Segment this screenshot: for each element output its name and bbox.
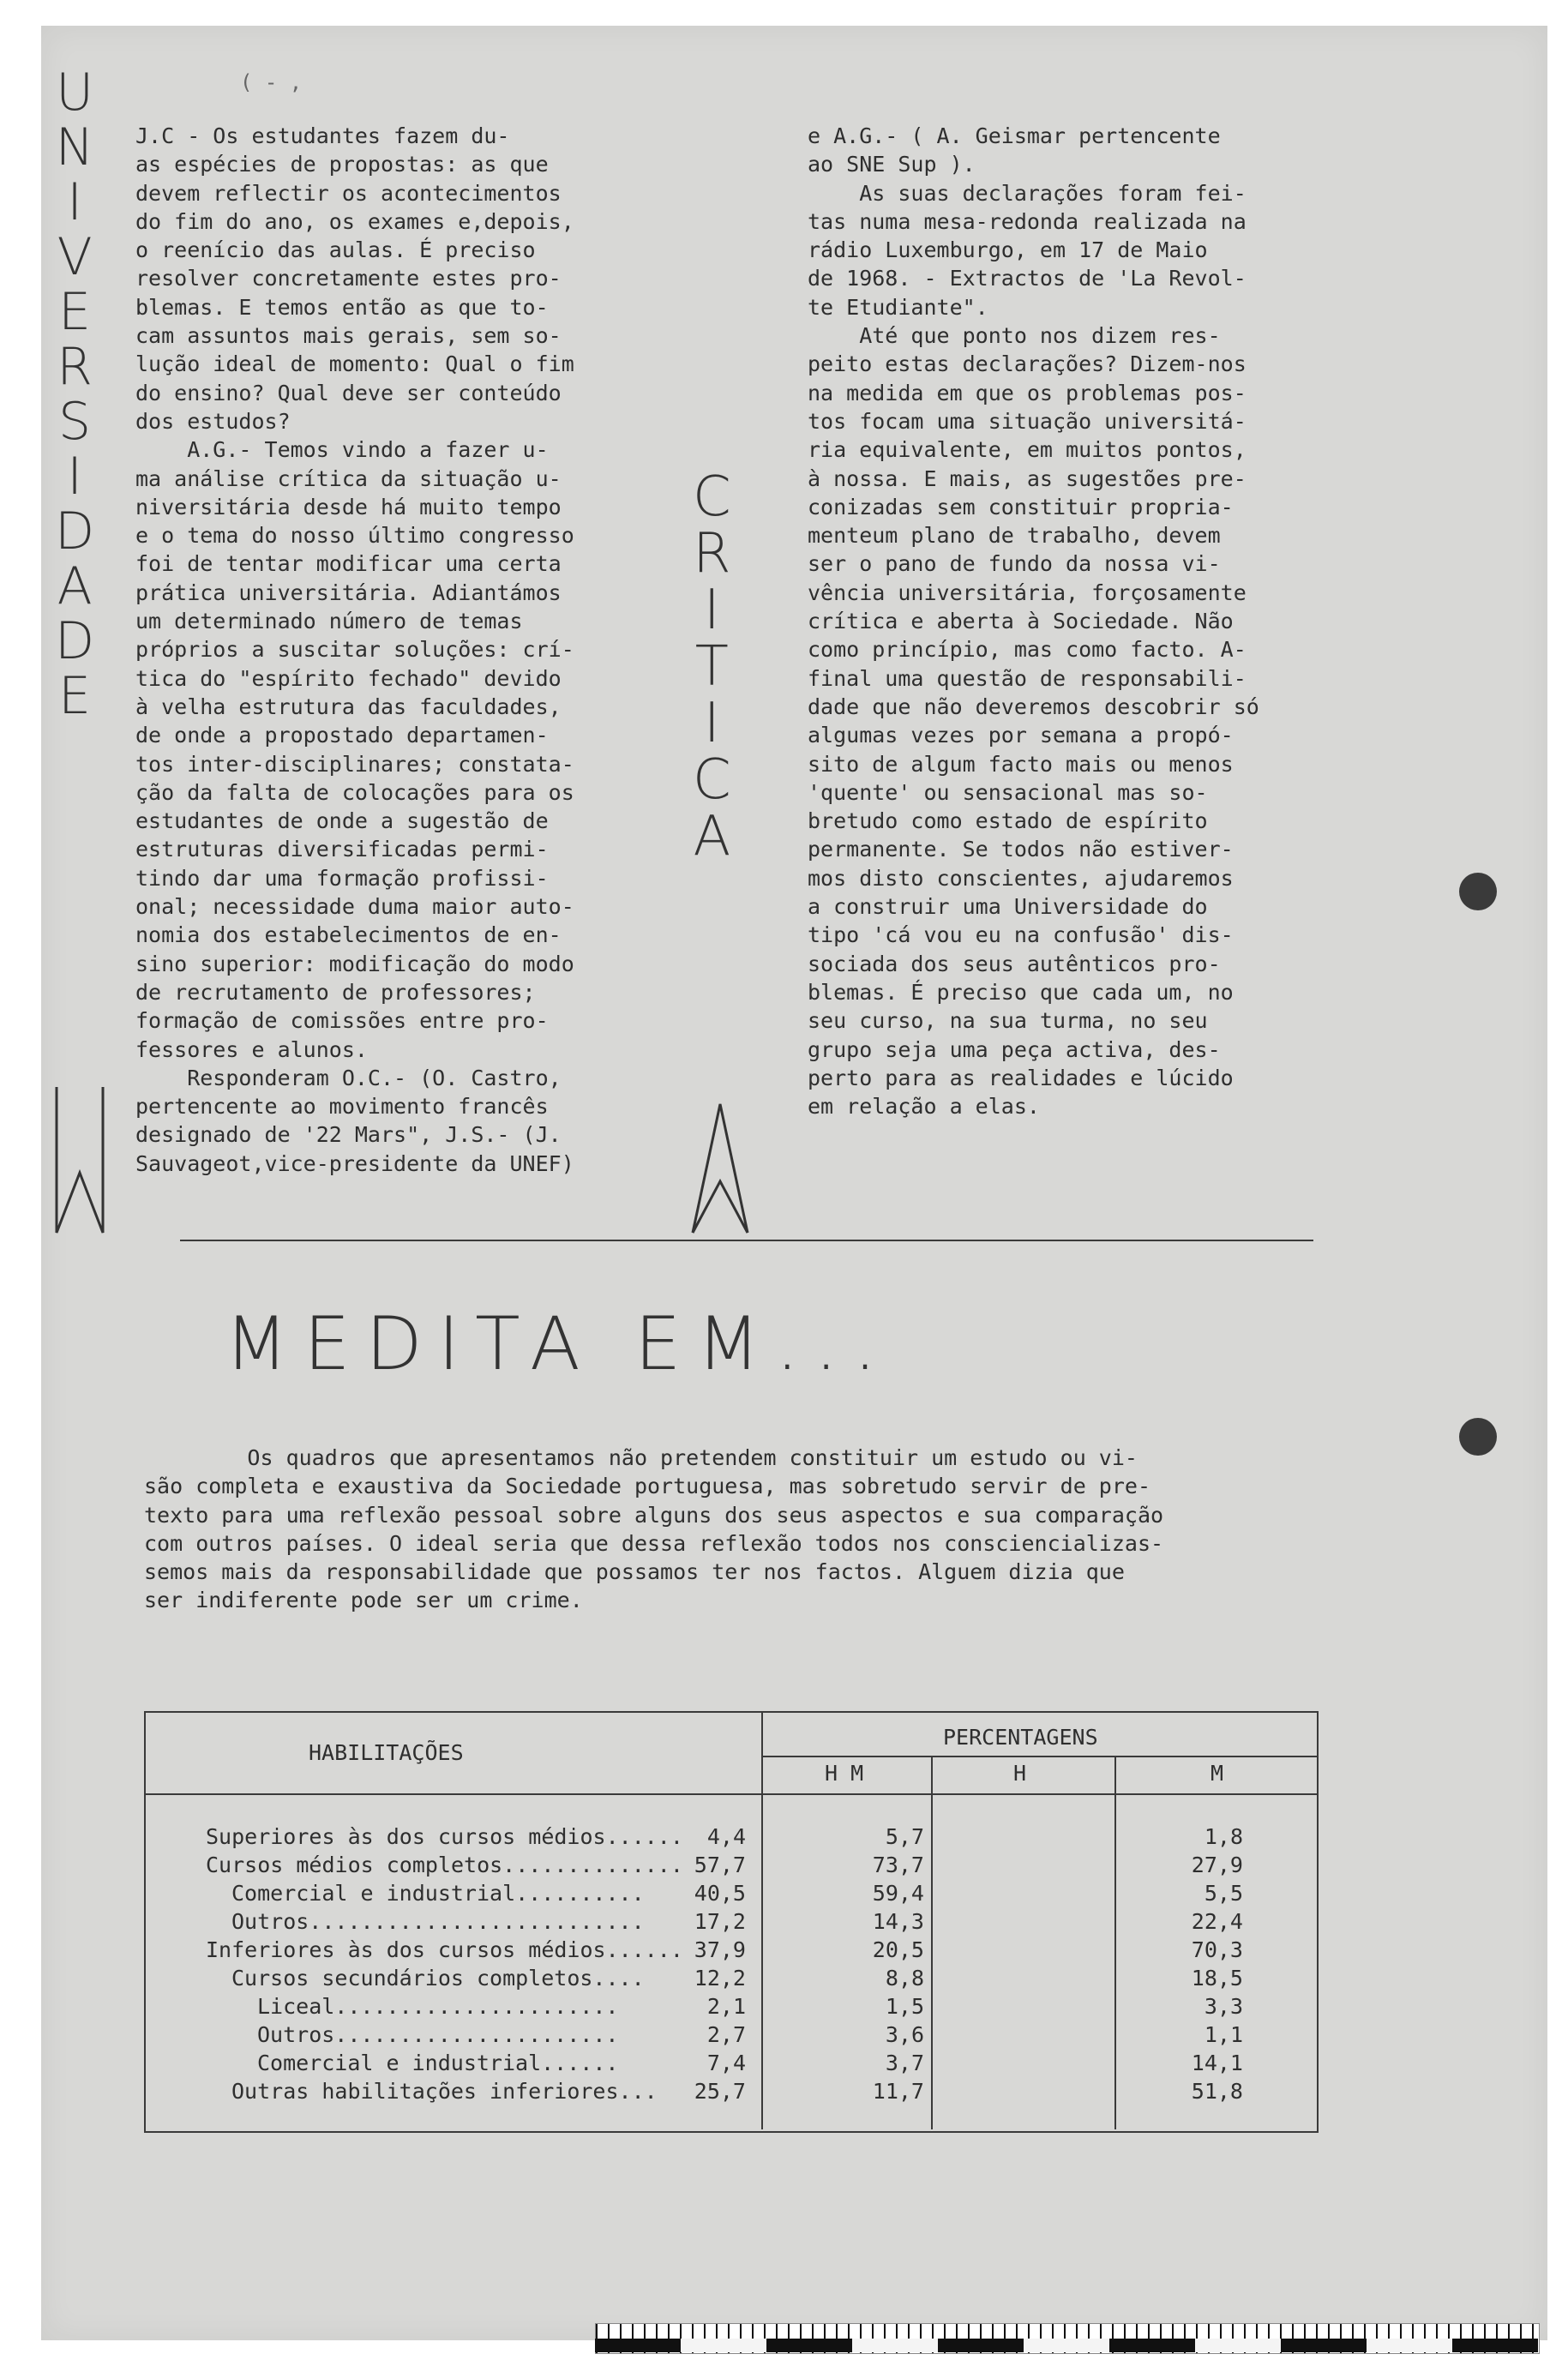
table-header-group: PERCENTAGENS — [943, 1725, 1098, 1750]
vertical-title-critica — [693, 465, 731, 868]
text-line: A.G.- Temos vindo a fazer u- — [135, 437, 549, 463]
text-line: 'quente' ou sensacional mas so- — [808, 779, 1208, 805]
ruler-segment — [938, 2339, 1024, 2352]
table-cell-hm: 2,1 — [706, 1994, 746, 2019]
table-row-label: Comercial e industrial...... — [257, 2051, 619, 2075]
text-line: pertencente ao movimento francês — [135, 1094, 549, 1120]
text-line: ria equivalente, em muitos pontos, — [808, 437, 1247, 463]
text-line: sociada dos seus autênticos pro- — [808, 951, 1221, 976]
text-line: do fim do ano, os exames e,depois, — [135, 208, 574, 234]
vertical-letter: D — [55, 611, 95, 671]
text-line: nomia dos estabelecimentos de en- — [135, 922, 562, 948]
text-line: cam assuntos mais gerais, sem so- — [135, 323, 562, 349]
vertical-letter: C — [693, 748, 731, 812]
vertical-letter: I — [67, 447, 82, 507]
table-cell-hm: 40,5 — [694, 1881, 746, 1906]
table-cell-m: 18,5 — [1191, 1966, 1243, 1991]
text-line: dos estudos? — [135, 408, 291, 434]
arrow-down-icon — [50, 1087, 110, 1241]
ruler-segment — [1452, 2339, 1538, 2352]
text-line: prática universitária. Adiantámos — [135, 579, 562, 605]
text-line: formação de comissões entre pro- — [135, 1008, 549, 1034]
text-line: perto para as realidades e lúcido — [808, 1065, 1234, 1090]
table-cell-m: 1,8 — [1204, 1824, 1243, 1849]
table-row-label: Comercial e industrial.......... — [231, 1881, 645, 1906]
table-row-label: Superiores às dos cursos médios...... — [206, 1824, 683, 1849]
column-header-h: H — [1013, 1761, 1027, 1786]
text-line: J.C - Os estudantes fazem du- — [135, 123, 510, 148]
text-line: estudantes de onde a sugestão de — [135, 808, 549, 834]
ruler-segment — [766, 2339, 852, 2352]
column-header-hm: H M — [825, 1761, 864, 1786]
table-cell-h: 3,6 — [885, 2022, 924, 2047]
vertical-letter: R — [693, 522, 731, 585]
table-cell-h: 1,5 — [885, 1994, 924, 2019]
text-line: onal; necessidade duma maior auto- — [135, 894, 574, 920]
table-cell-m: 27,9 — [1191, 1853, 1243, 1877]
text-line: e A.G.- ( A. Geismar pertencente — [808, 123, 1221, 148]
article-column-right — [808, 122, 1259, 1120]
vertical-title-universidade — [55, 63, 95, 726]
ruler-segment — [1281, 2339, 1367, 2352]
text-line: e o tema do nosso último congresso — [135, 523, 574, 549]
text-line: As suas declarações foram fei- — [808, 180, 1247, 206]
vertical-letter: I — [703, 692, 720, 755]
text-line: ção da falta de colocações para os — [135, 779, 574, 805]
vertical-letter: A — [57, 556, 93, 616]
text-line: Responderam O.C.- (O. Castro, — [135, 1065, 562, 1090]
table-row-label: Cursos secundários completos.... — [231, 1966, 645, 1991]
table-cell-m: 22,4 — [1191, 1909, 1243, 1934]
scale-ruler-base — [595, 2339, 1538, 2352]
text-line: blemas. E temos então as que to- — [135, 294, 549, 320]
table-divider — [1114, 1757, 1116, 2129]
text-line: um determinado número de temas — [135, 609, 523, 634]
text-line: tas numa mesa-redonda realizada na — [808, 208, 1247, 234]
text-line: tos inter-disciplinares; constata- — [135, 751, 574, 777]
column-header-m: M — [1211, 1761, 1224, 1786]
text-line: tica do "espírito fechado" devido — [135, 665, 562, 691]
table-cell-m: 3,3 — [1204, 1994, 1243, 2019]
table-cell-hm: 12,2 — [694, 1966, 746, 1991]
section-heading: MEDITA EM... — [225, 1301, 892, 1387]
text-line: bretudo como estado de espírito — [808, 808, 1208, 834]
text-line: são completa e exaustiva da Sociedade portuguesa, mas sobretudo servir de pre- — [144, 1474, 1150, 1499]
table-row-label: Cursos médios completos.............. — [206, 1853, 683, 1877]
text-line: o reenício das aulas. É preciso — [135, 237, 536, 263]
table-header-label: HABILITAÇÕES — [309, 1740, 464, 1765]
text-line: crítica e aberta à Sociedade. Não — [808, 609, 1234, 634]
text-line: ser indiferente pode ser um crime. — [144, 1588, 583, 1613]
text-line: designado de '22 Mars", J.S.- (J. — [135, 1122, 562, 1148]
vertical-letter: S — [58, 392, 92, 452]
vertical-letter: R — [57, 337, 93, 397]
vertical-letter: N — [55, 117, 94, 177]
vertical-letter: D — [55, 501, 95, 561]
vertical-letter: I — [703, 579, 720, 642]
text-line: à nossa. E mais, as sugestões pre- — [808, 465, 1247, 491]
text-line: algumas vezes por semana a propó- — [808, 723, 1234, 748]
text-line: conizadas sem constituir propria- — [808, 494, 1234, 519]
table-row-label: Outros.......................... — [231, 1909, 645, 1934]
text-line: mos disto conscientes, ajudaremos — [808, 865, 1234, 891]
table-cell-m: 14,1 — [1191, 2051, 1243, 2075]
table-cell-m: 5,5 — [1204, 1881, 1243, 1906]
table-row-label: Liceal...................... — [257, 1994, 619, 2019]
table-cell-h: 5,7 — [885, 1824, 924, 1849]
text-line: de onde a propostado departamen- — [135, 723, 549, 748]
vertical-letter: T — [694, 635, 729, 699]
table-cell-h: 73,7 — [872, 1853, 924, 1877]
vertical-letter: V — [57, 227, 93, 287]
text-line: Os quadros que apresentamos não pretendem constituir um estudo ou vi- — [144, 1445, 1138, 1470]
text-line: próprios a suscitar soluções: crí- — [135, 637, 574, 663]
text-line: foi de tentar modificar uma certa — [135, 551, 562, 577]
vertical-letter: C — [693, 465, 731, 529]
text-line: de 1968. - Extractos de 'La Revol- — [808, 266, 1247, 291]
table-cell-hm: 57,7 — [694, 1853, 746, 1877]
text-line: vência universitária, forçosamente — [808, 579, 1247, 605]
table-cell-m: 70,3 — [1191, 1937, 1243, 1962]
table-divider — [931, 1757, 933, 2129]
text-line: com outros países. O ideal seria que dessa reflexão todos nos consciencializas- — [144, 1530, 1164, 1556]
text-line: as espécies de propostas: as que — [135, 152, 549, 177]
text-line: tipo 'cá vou eu na confusão' dis- — [808, 922, 1234, 948]
table-divider — [146, 1793, 1317, 1795]
table-cell-h: 14,3 — [872, 1909, 924, 1934]
text-line: do ensino? Qual deve ser conteúdo — [135, 380, 562, 405]
text-line: de recrutamento de professores; — [135, 979, 536, 1005]
binder-hole — [1459, 873, 1497, 910]
table-cell-h: 8,8 — [885, 1966, 924, 1991]
text-line: te Etudiante". — [808, 294, 988, 320]
vertical-letter: E — [58, 282, 92, 342]
text-line: texto para uma reflexão pessoal sobre alguns dos seus aspectos e sua comparação — [144, 1502, 1164, 1528]
table-cell-hm: 7,4 — [706, 2051, 746, 2075]
intro-paragraph — [144, 1444, 1163, 1615]
text-line: fessores e alunos. — [135, 1036, 368, 1062]
vertical-letter: A — [693, 805, 731, 868]
text-line: resolver concretamente estes pro- — [135, 266, 562, 291]
text-line: em relação a elas. — [808, 1094, 1040, 1120]
handwritten-scribble: ( - , — [240, 70, 303, 94]
vertical-letter: U — [56, 63, 94, 123]
text-line: sino superior: modificação do modo — [135, 951, 574, 976]
text-line: peito estas declarações? Dizem-nos — [808, 351, 1247, 377]
binder-hole — [1459, 1418, 1497, 1456]
table-cell-h: 11,7 — [872, 2079, 924, 2104]
text-line: final uma questão de responsabili- — [808, 665, 1247, 691]
text-line: rádio Luxemburgo, em 17 de Maio — [808, 237, 1208, 263]
text-line: devem reflectir os acontecimentos — [135, 180, 562, 206]
table-cell-h: 59,4 — [872, 1881, 924, 1906]
table-divider — [761, 1756, 1317, 1757]
arrow-down-icon — [686, 1087, 754, 1241]
text-line: seu curso, na sua turma, no seu — [808, 1008, 1208, 1034]
text-line: permanente. Se todos não estiver- — [808, 837, 1234, 862]
text-line: tos focam uma situação universitá- — [808, 408, 1247, 434]
text-line: sito de algum facto mais ou menos — [808, 751, 1234, 777]
vertical-letter: E — [58, 666, 92, 726]
text-line: menteum plano de trabalho, devem — [808, 523, 1221, 549]
text-line: tindo dar uma formação profissi- — [135, 865, 549, 891]
ruler-segment — [595, 2339, 681, 2352]
text-line: Até que ponto nos dizem res- — [808, 323, 1221, 349]
table-cell-hm: 17,2 — [694, 1909, 746, 1934]
table-cell-h: 20,5 — [872, 1937, 924, 1962]
text-line: lução ideal de momento: Qual o fim — [135, 351, 574, 377]
table-divider — [761, 1713, 763, 2129]
text-line: niversitária desde há muito tempo — [135, 494, 562, 519]
vertical-letter: I — [67, 172, 82, 232]
text-line: Sauvageot,vice-presidente da UNEF) — [135, 1150, 574, 1176]
ruler-segment — [1109, 2339, 1195, 2352]
table-row-label: Outros...................... — [257, 2022, 619, 2047]
text-line: estruturas diversificadas permi- — [135, 837, 549, 862]
statistics-table — [144, 1711, 1319, 2133]
text-line: blemas. É preciso que cada um, no — [808, 979, 1234, 1005]
table-cell-hm: 25,7 — [694, 2079, 746, 2104]
table-cell-h: 3,7 — [885, 2051, 924, 2075]
table-cell-hm: 2,7 — [706, 2022, 746, 2047]
table-cell-m: 51,8 — [1191, 2079, 1243, 2104]
text-line: a construir uma Universidade do — [808, 894, 1208, 920]
text-line: na medida em que os problemas pos- — [808, 380, 1247, 405]
section-divider — [180, 1240, 1313, 1241]
text-line: como princípio, mas como facto. A- — [808, 637, 1247, 663]
table-row-label: Outras habilitações inferiores... — [231, 2079, 658, 2104]
text-line: grupo seja uma peça activa, des- — [808, 1036, 1221, 1062]
table-cell-hm: 37,9 — [694, 1937, 746, 1962]
article-column-left — [135, 122, 574, 1178]
table-cell-hm: 4,4 — [706, 1824, 746, 1849]
table-row-label: Inferiores às dos cursos médios...... — [206, 1937, 683, 1962]
text-line: à velha estrutura das faculdades, — [135, 694, 562, 719]
text-line: ma análise crítica da situação u- — [135, 465, 562, 491]
table-cell-m: 1,1 — [1204, 2022, 1243, 2047]
text-line: semos mais da responsabilidade que possamos ter nos factos. Alguem dizia que — [144, 1559, 1125, 1585]
text-line: ser o pano de fundo da nossa vi- — [808, 551, 1221, 577]
text-line: dade que não deveremos descobrir só — [808, 694, 1259, 719]
text-line: ao SNE Sup ). — [808, 152, 976, 177]
